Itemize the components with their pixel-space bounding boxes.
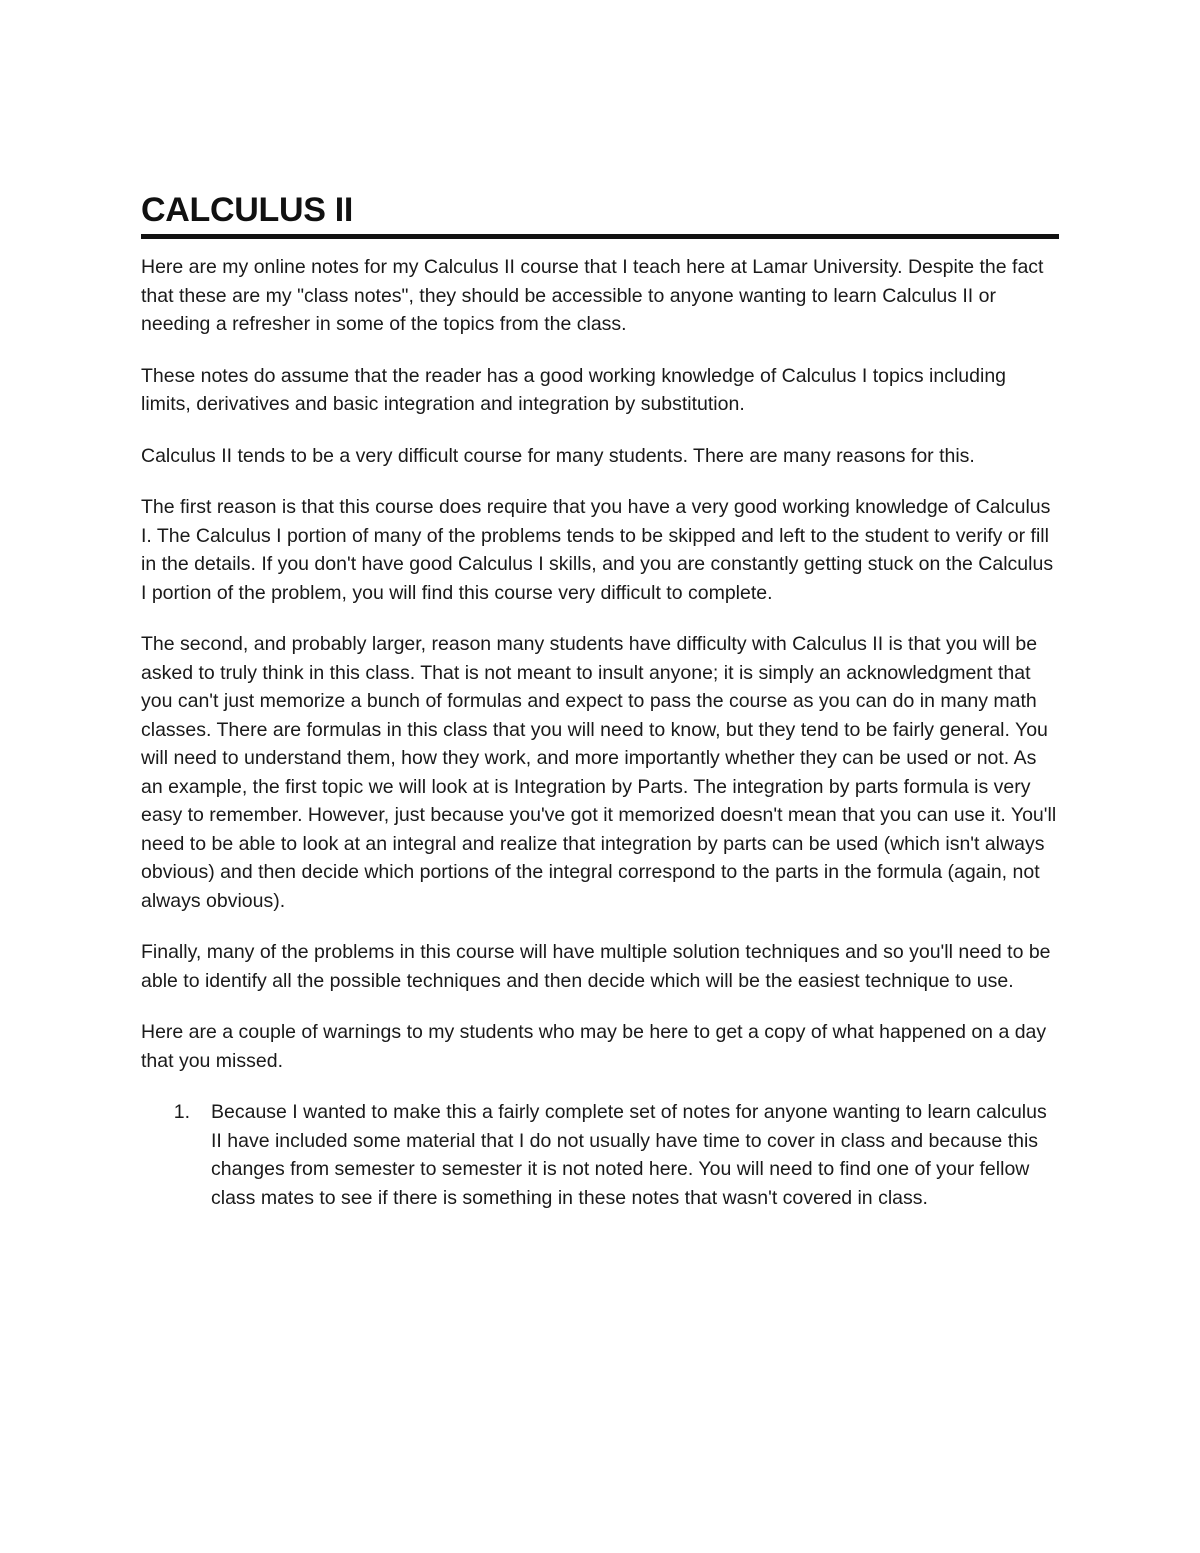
warnings-list	[141, 1098, 1059, 1212]
paragraph-difficulty: Calculus II tends to be a very difficult course for many students. There are many reasons for this.	[141, 444, 975, 467]
list-item-number: 1.	[173, 1101, 190, 1123]
paragraph-second-reason: The second, and probably larger, reason many students have difficulty with Calculus II is that you will be asked to truly think in this class. That is not meant to insult anyone; it is simply an acknowledgment that you can't just memorize a bunch of formulas and expect to pass the course as you can do in many math classes. There are formulas in this class that you will need to know, but they tend to be fairly general. You will need to understand them, how they work, and more importantly whether they can be used or not. As an example, the first topic we will look at is Integration by Parts. The integration by parts formula is very easy to remember. However, just because you've got it memorized doesn't mean that you can use it. You'll need to be able to look at an integral and realize that integration by parts can be used (which isn't always obvious) and then decide which portions of the integral correspond to the parts in the formula (again, not always obvious).	[141, 633, 1057, 912]
page-title: CALCULUS II	[141, 191, 354, 229]
paragraph-warnings: Here are a couple of warnings to my students who may be here to get a copy of what happened on a day that you missed.	[141, 1021, 1047, 1072]
document-page	[141, 190, 1059, 1212]
paragraph-first-reason: The first reason is that this course does require that you have a very good working knowledge of Calculus I. The Calculus I portion of many of the problems tends to be skipped and left to the student to verify or fill in the details. If you don't have good Calculus I skills, and you are constantly getting stuck on the Calculus I portion of the problem, you will find this course very difficult to complete.	[141, 496, 1054, 604]
list-item	[141, 1098, 1059, 1212]
paragraph-intro: Here are my online notes for my Calculus II course that I teach here at Lamar University. Despite the fact that these are my "class notes", they should be accessible to anyone wanting to learn Calculus II or needing a refresher in some of the topics from the class.	[141, 256, 1044, 335]
list-item-text: Because I wanted to make this a fairly complete set of notes for anyone wanting to learn calculus II have included some material that I do not usually have time to cover in class and because this changes from semester to semester it is not noted here. You will need to find one of your fellow class mates to see if there is something in these notes that wasn't covered in class.	[211, 1101, 1047, 1209]
title-divider	[141, 234, 1059, 239]
paragraph-prerequisites: These notes do assume that the reader has a good working knowledge of Calculus I topics including limits, derivatives and basic integration and integration by substitution.	[141, 364, 1007, 415]
paragraph-finally: Finally, many of the problems in this course will have multiple solution techniques and so you'll need to be able to identify all the possible techniques and then decide which will be the easiest technique to use.	[141, 941, 1051, 992]
